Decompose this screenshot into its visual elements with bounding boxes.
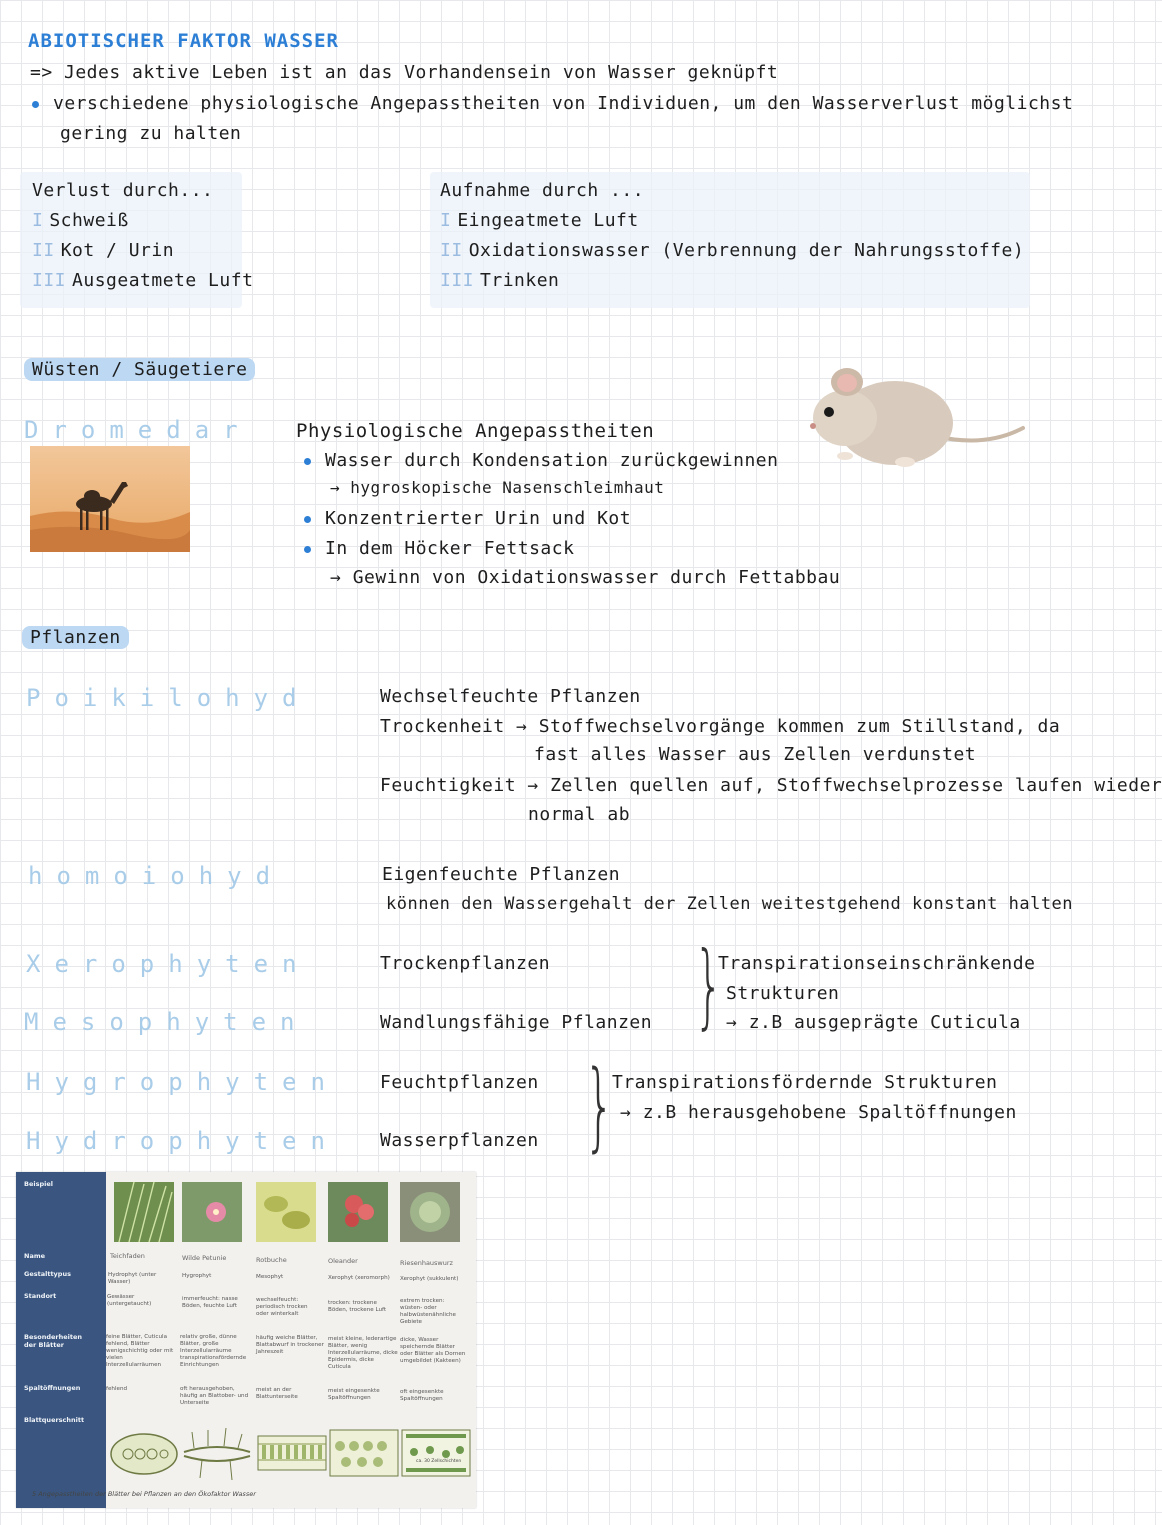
wuesten-bullet-2-text: Konzentrierter Urin und Kot (325, 508, 632, 529)
poikilo-line-1-text: Stoffwechselvorgänge kommen zum Stillstand, da (538, 716, 1061, 737)
querschnitt-petunie-icon (182, 1424, 252, 1484)
arrow-right-icon: → (516, 775, 551, 796)
aufnahme-item-1 (440, 210, 639, 231)
roman-numeral: I (440, 210, 452, 231)
aufnahme-heading: Aufnahme durch ... (440, 180, 645, 201)
wuesten-bullet-3-text: In dem Höcker Fettsack (325, 538, 575, 559)
gestalt-rotbuche: Mesophyt (256, 1274, 284, 1280)
word-hydrophyten: Hydrophyten (26, 1127, 339, 1155)
wuesten-bullet-3-sub-text: Gewinn von Oxidationswasser durch Fettabbau (352, 567, 841, 588)
zellschichten-label: ca. 30 Zellschichten (416, 1459, 462, 1464)
animal-name: Dromedar (24, 416, 252, 444)
standort-oleander: trocken: trockene Böden, trockene Luft (328, 1300, 387, 1313)
wuesten-bullet-1-text: Wasser durch Kondensation zurückgewinnen (325, 450, 779, 471)
brace1-line-2: Strukturen (726, 983, 840, 1004)
label-beispiel: Beispiel (24, 1180, 53, 1188)
word-poikilohyd: Poikilohyd (26, 684, 311, 712)
roman-numeral: II (32, 240, 55, 261)
curly-brace-icon: } (584, 1050, 615, 1162)
aufnahme-item-text: Trinken (480, 270, 560, 291)
label-name: Name (24, 1252, 46, 1260)
roman-numeral: I (32, 210, 44, 231)
spalt-teichfaden: fehlend (106, 1386, 128, 1392)
name-teichfaden: Teichfaden (110, 1252, 145, 1260)
gestalt-petunie: Hygrophyt (182, 1273, 212, 1279)
section-tag-pflanzen: Pflanzen (22, 626, 129, 649)
teichfaden-icon (114, 1182, 174, 1242)
gestalt-oleander: Xerophyt (xeromorph) (328, 1275, 390, 1281)
curly-brace-icon: } (694, 932, 724, 1039)
desc-mesophyten: Wandlungsfähige Pflanzen (380, 1012, 653, 1033)
intro-line-1: => Jedes aktive Leben ist an das Vorhandensein von Wasser geknüpft (30, 62, 779, 83)
gestalt-hauswurz: Xerophyt (sukkulent) (400, 1276, 459, 1282)
verlust-item-text: Schweiß (49, 210, 129, 231)
page-title: ABIOTISCHER FAKTOR WASSER (28, 30, 339, 52)
spalt-rotbuche: meist an der Blattunterseite (256, 1387, 298, 1400)
camel-icon (30, 446, 190, 552)
standort-rotbuche: wechselfeucht: periodisch trocken oder winterkalt (256, 1297, 308, 1317)
spalt-hauswurz: oft eingesenkte Spaltöffnungen (400, 1389, 444, 1402)
name-oleander: Oleander (328, 1257, 358, 1265)
wuesten-bullet-1-sub-text: hygroskopische Nasenschleimhaut (350, 478, 665, 497)
word-mesophyten: Mesophyten (24, 1008, 309, 1036)
intro-line-2 (32, 93, 1073, 114)
aufnahme-item-text: Eingeatmete Luft (457, 210, 639, 231)
arrow-right-icon: → (726, 1012, 749, 1033)
brace1-line-1: Transpirationseinschränkende (718, 953, 1036, 974)
arrow-right-icon: → (620, 1102, 643, 1123)
poikilo-line-2b: normal ab (528, 804, 631, 825)
homoio-line: können den Wassergehalt der Zellen weitestgehend konstant halten (386, 894, 1074, 914)
word-xerophyten: Xerophyten (26, 950, 311, 978)
poikilo-trockenheit: Trockenheit (380, 716, 505, 737)
name-rotbuche: Rotbuche (256, 1256, 287, 1264)
label-gestalttypus: Gestalttypus (24, 1270, 71, 1278)
arrow-right-icon: → (330, 567, 353, 588)
gestalt-teichfaden: Hydrophyt (unter Wasser) (108, 1272, 157, 1285)
querschnitt-teichfaden-icon (108, 1426, 180, 1482)
roman-numeral: III (32, 270, 67, 291)
label-blaetter: Besonderheiten der Blätter (24, 1333, 82, 1349)
verlust-item-2 (32, 240, 174, 261)
standort-hauswurz: extrem trocken: wüsten- oder halbwüstenähnliche Gebiete (400, 1298, 456, 1325)
roman-numeral: III (440, 270, 475, 291)
brace2-line-2-text: z.B herausgehobene Spaltöffnungen (642, 1102, 1017, 1123)
petunie-icon (182, 1182, 242, 1242)
desc-hygrophyten: Feuchtpflanzen (380, 1072, 539, 1093)
wuesten-bullet-1-sub (330, 478, 664, 497)
brace2-line-2 (620, 1102, 1017, 1123)
bullet-icon (304, 458, 311, 465)
wuesten-bullet-2 (304, 508, 631, 529)
spalt-oleander: meist eingesenkte Spaltöffnungen (328, 1388, 380, 1401)
dromedar-photo (30, 446, 190, 552)
verlust-heading: Verlust durch... (32, 180, 214, 201)
verlust-item-text: Kot / Urin (60, 240, 175, 261)
roman-numeral: II (440, 240, 463, 261)
standort-teichfaden: Gewässer (untergetaucht) (107, 1294, 152, 1307)
querschnitt-hauswurz-icon (400, 1426, 472, 1480)
name-petunie: Wilde Petunie (182, 1254, 227, 1262)
blaetter-rotbuche: häufig weiche Blätter, Blattabwurf in trockener Jahreszeit (256, 1335, 324, 1355)
verlust-item-1 (32, 210, 129, 231)
wuesten-bullet-1 (304, 450, 778, 471)
label-blattquerschnitt: Blattquerschnitt (24, 1416, 85, 1424)
intro-line-2-text: verschiedene physiologische Angepasstheiten von Individuen, um den Wasserverlust möglichst (53, 93, 1074, 114)
arrow-right-icon: → (330, 478, 351, 497)
blaetter-oleander: meist kleine, lederartige Blätter, wenig Interzellularräume, dicke Epidermis, dicke Cuticula (328, 1336, 398, 1370)
bullet-icon (304, 516, 311, 523)
bullet-icon (32, 101, 39, 108)
wuesten-bullet-3 (304, 538, 574, 559)
table-caption: 5 Angepasstheiten der Blätter bei Pflanzen an den Ökofaktor Wasser (32, 1490, 256, 1498)
rotbuche-icon (256, 1182, 316, 1242)
wuesten-heading: Physiologische Angepasstheiten (296, 420, 655, 442)
textbook-table-photo (16, 1172, 476, 1508)
desc-hydrophyten: Wasserpflanzen (380, 1130, 539, 1151)
arrow-right-icon: → (504, 716, 539, 737)
intro-line-3: gering zu halten (60, 123, 242, 144)
section-tag-wuesten: Wüsten / Säugetiere (24, 358, 255, 381)
poikilo-line-2 (380, 775, 1162, 796)
homoio-heading: Eigenfeuchte Pflanzen (382, 864, 621, 885)
poikilo-line-2-text: Zellen quellen auf, Stoffwechselprozesse laufen wieder (550, 775, 1162, 796)
poikilo-heading: Wechselfeuchte Pflanzen (380, 686, 641, 707)
wuesten-bullet-3-sub (330, 567, 840, 588)
spalt-petunie: oft herausgehoben, häufig an Blattober- und Unterseite (180, 1386, 249, 1406)
aufnahme-item-3 (440, 270, 559, 291)
label-standort: Standort (24, 1292, 57, 1300)
mouse-icon (785, 348, 1025, 478)
blaetter-petunie: relativ große, dünne Blätter, große Interzellularräume transpirationsfördernde Einrichtungen (180, 1334, 247, 1368)
querschnitt-rotbuche-icon (256, 1430, 328, 1476)
brace1-line-3 (726, 1012, 1021, 1033)
label-spaltoeffnungen: Spaltöffnungen (24, 1384, 81, 1392)
word-hygrophyten: Hygrophyten (26, 1068, 339, 1096)
querschnitt-oleander-icon (328, 1426, 400, 1480)
word-homoiohyd: homoiohyd (28, 862, 285, 890)
name-hauswurz: Riesenhauswurz (400, 1259, 453, 1267)
blaetter-teichfaden: feine Blätter, Cuticula fehlend, Blätter wenigschichtig oder mit vielen Interzellularräumen (106, 1334, 174, 1368)
mouse-photo (785, 348, 1025, 478)
poikilo-line-1b: fast alles Wasser aus Zellen verdunstet (534, 744, 977, 765)
poikilo-feuchtigkeit: Feuchtigkeit (380, 775, 517, 796)
verlust-item-text: Ausgeatmete Luft (72, 270, 254, 291)
blaetter-hauswurz: dicke, Wasser speichernde Blätter oder Blätter als Dornen umgebildet (Kakteen) (400, 1337, 466, 1364)
standort-petunie: immerfeucht: nasse Böden, feuchte Luft (182, 1296, 238, 1309)
brace1-line-3-text: z.B ausgeprägte Cuticula (748, 1012, 1021, 1033)
brace2-line-1: Transpirationsfördernde Strukturen (612, 1072, 998, 1093)
hauswurz-icon (400, 1182, 460, 1242)
aufnahme-item-2 (440, 240, 1024, 261)
desc-xerophyten: Trockenpflanzen (380, 953, 551, 974)
oleander-icon (328, 1182, 388, 1242)
bullet-icon (304, 546, 311, 553)
poikilo-line-1 (380, 716, 1060, 737)
verlust-item-3 (32, 270, 253, 291)
aufnahme-item-text: Oxidationswasser (Verbrennung der Nahrungsstoffe) (468, 240, 1025, 261)
